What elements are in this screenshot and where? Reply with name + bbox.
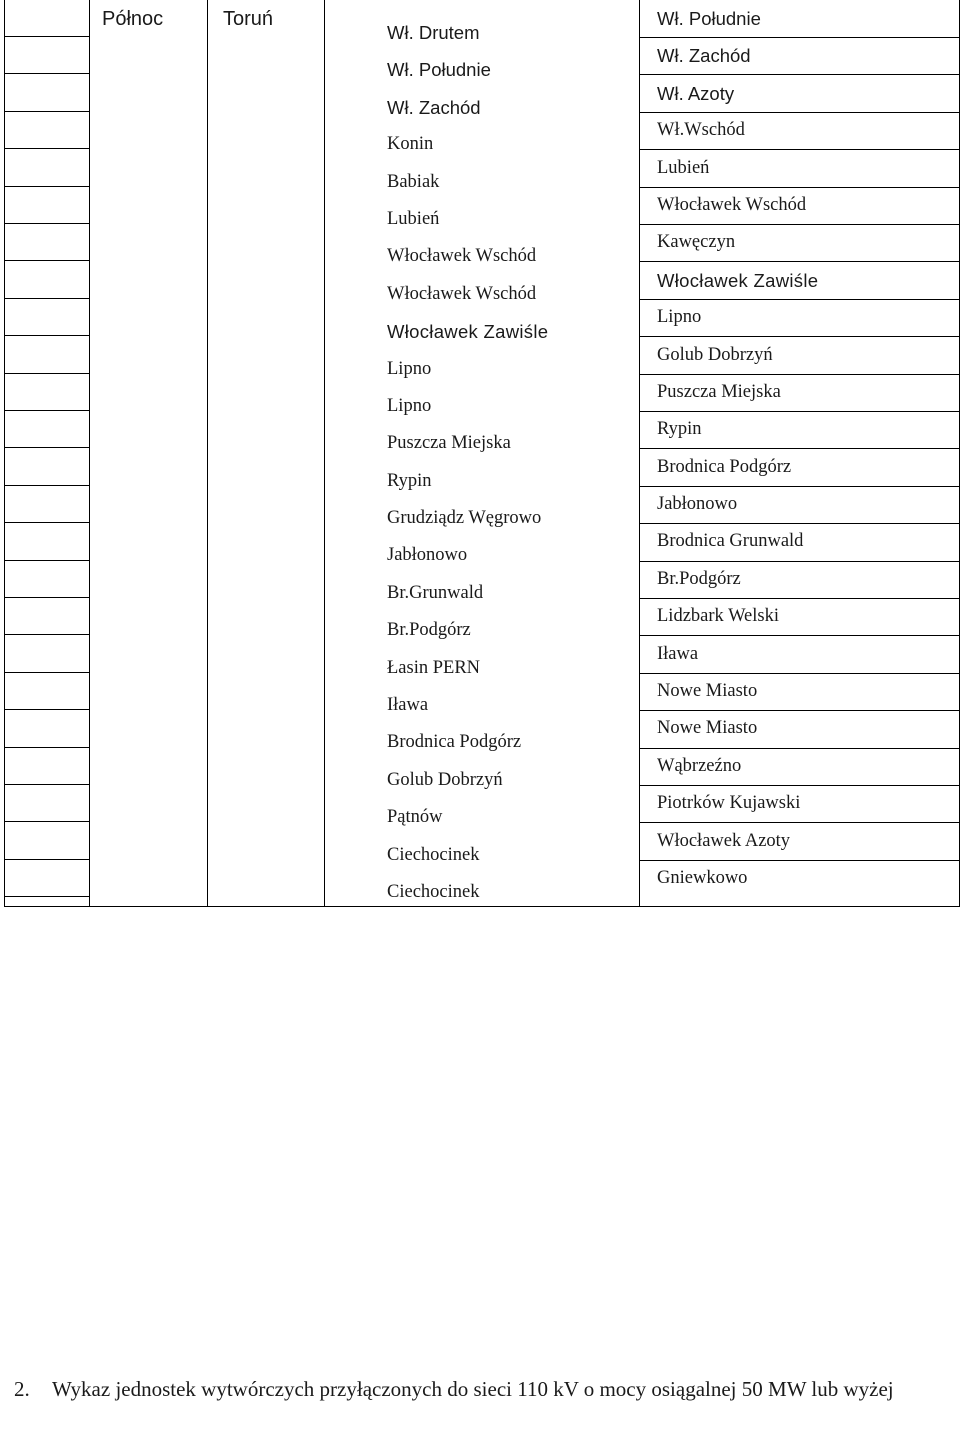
row-rule xyxy=(5,36,89,37)
station-name: Włocławek Wschód xyxy=(657,194,807,215)
column-divider xyxy=(89,0,90,906)
station-name: Nowe Miasto xyxy=(657,681,758,702)
station-name: Brodnica Podgórz xyxy=(387,732,522,753)
station-name: Włocławek Wschód xyxy=(387,283,537,304)
row-rule xyxy=(5,335,89,336)
station-name: Lipno xyxy=(657,307,702,328)
station-name: Jabłonowo xyxy=(387,545,468,566)
station-name: Pątnów xyxy=(387,807,443,828)
station-table xyxy=(4,0,960,907)
station-name: Brodnica Podgórz xyxy=(657,456,792,477)
station-name: Wł. Azoty xyxy=(657,82,735,104)
station-name: Lipno xyxy=(387,395,432,416)
station-name: Rypin xyxy=(657,419,702,440)
row-rule xyxy=(5,859,89,860)
station-name: Puszcza Miejska xyxy=(657,381,781,402)
station-name: Rypin xyxy=(387,470,432,491)
column-divider xyxy=(639,0,640,906)
row-rule xyxy=(5,709,89,710)
region-cell: Północ xyxy=(102,8,164,30)
station-name: Ciechocinek xyxy=(387,844,480,865)
station-name: Lubień xyxy=(387,208,440,229)
station-name: Włocławek Zawiśle xyxy=(657,269,819,291)
row-rule xyxy=(5,260,89,261)
row-rule xyxy=(5,672,89,673)
station-name: Wł. Zachód xyxy=(657,45,751,67)
station-name: Br.Podgórz xyxy=(387,620,471,641)
row-rule xyxy=(5,747,89,748)
row-rule xyxy=(5,148,89,149)
row-rule xyxy=(5,896,89,897)
stations-list-b xyxy=(657,0,818,897)
column-divider xyxy=(324,0,325,906)
station-name: Grudziądz Węgrowo xyxy=(387,508,542,529)
section-number: 2. xyxy=(14,1377,30,1401)
station-name: Golub Dobrzyń xyxy=(657,344,773,365)
station-name: Ciechocinek xyxy=(387,881,480,902)
station-name: Wąbrzeźno xyxy=(657,755,742,776)
station-name: Wł. Południe xyxy=(387,59,491,81)
station-name: Br.Podgórz xyxy=(657,568,741,589)
row-rule xyxy=(5,485,89,486)
row-rule xyxy=(5,73,89,74)
station-name: Włocławek Azoty xyxy=(657,830,791,851)
station-name: Kawęczyn xyxy=(657,232,736,253)
station-name: Iława xyxy=(657,643,699,664)
station-name: Brodnica Grunwald xyxy=(657,531,804,552)
row-rule xyxy=(5,522,89,523)
row-rule xyxy=(5,634,89,635)
station-name: Nowe Miasto xyxy=(657,718,758,739)
row-rule xyxy=(5,447,89,448)
station-name: Wł. Południe xyxy=(657,8,761,29)
column-divider xyxy=(207,0,208,906)
station-name: Lubień xyxy=(657,157,710,178)
station-name: Br.Grunwald xyxy=(387,582,484,603)
station-name: Gniewkowo xyxy=(657,867,748,888)
row-rule xyxy=(5,186,89,187)
station-name: Łasin PERN xyxy=(387,657,481,678)
row-rule xyxy=(5,223,89,224)
row-rule xyxy=(5,410,89,411)
station-name: Lidzbark Welski xyxy=(657,606,779,627)
station-name: Wł. Drutem xyxy=(387,22,480,43)
city-cell: Toruń xyxy=(223,8,274,30)
station-name: Wł. Zachód xyxy=(387,96,481,118)
row-rule xyxy=(5,560,89,561)
row-rule xyxy=(5,111,89,112)
station-name: Golub Dobrzyń xyxy=(387,769,503,790)
station-name: Włocławek Zawiśle xyxy=(387,321,549,343)
row-rule xyxy=(5,784,89,785)
station-name: Konin xyxy=(387,134,434,155)
row-rule xyxy=(5,597,89,598)
station-name: Babiak xyxy=(387,171,440,192)
station-name: Wł.Wschód xyxy=(657,120,745,141)
station-name: Lipno xyxy=(387,358,432,379)
section-title: Wykaz jednostek wytwórczych przyłączonych do sieci 110 kV o mocy osiągalnej 50 MW lub wyżej xyxy=(52,1377,894,1401)
row-rule xyxy=(5,373,89,374)
station-name: Włocławek Wschód xyxy=(387,246,537,267)
station-name: Piotrków Kujawski xyxy=(657,793,801,814)
station-name: Iława xyxy=(387,695,429,716)
station-name: Jabłonowo xyxy=(657,494,738,515)
row-rule xyxy=(5,821,89,822)
row-rule xyxy=(5,298,89,299)
stations-list-a xyxy=(387,14,548,911)
station-name: Puszcza Miejska xyxy=(387,433,511,454)
